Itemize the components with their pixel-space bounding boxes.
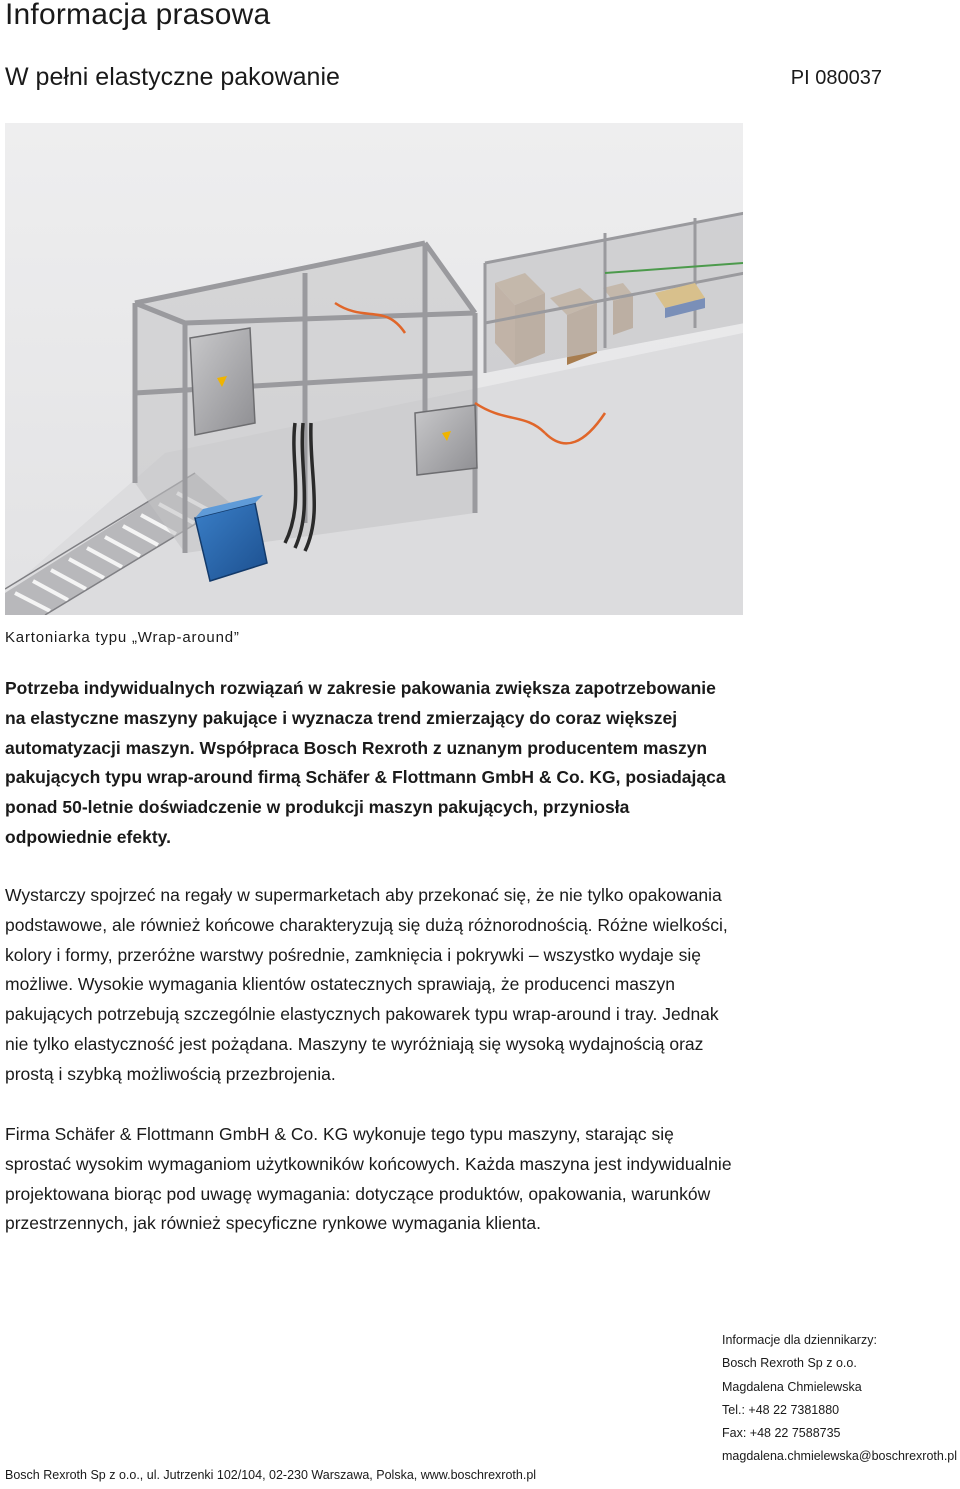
contact-phone: Tel.: +48 22 7381880 xyxy=(722,1402,840,1417)
packaging-machine-illustration xyxy=(5,123,743,615)
contact-person: Magdalena Chmielewska xyxy=(722,1379,862,1394)
figure-caption: Kartoniarka typu „Wrap-around” xyxy=(5,629,240,646)
body-paragraph-2: Firma Schäfer & Flottmann GmbH & Co. KG wykonuje tego typu maszyny, starając się sprostać wysokim wymaganiom użytkowników końcowych. Każda maszyna jest indywidualnie projektowana biorąc pod uwagę wymagania: dotyczące produktów, opakowania, warunków przestrzennych, jak również specyficzne rynkowe wymagania klienta. xyxy=(5,1124,732,1234)
lead-paragraph: Potrzeba indywidualnych rozwiązań w zakresie pakowania zwiększa zapotrzebowanie na elastyczne maszyny pakujące i wyznacza trend zmierzający do coraz większej automatyzacji maszyn. Współpraca Bosch Rexroth z uznanym producentem maszyn pakujących typu wrap-around firmą Schäfer & Flottmann GmbH & Co. KG, posiadająca ponad 50-letnie doświadczenie w produkcji maszyn pakujących, przyniosła odpowiednie efekty. xyxy=(5,678,726,847)
footer-address: Bosch Rexroth Sp z o.o., ul. Jutrzenki 102/104, 02-230 Warszawa, Polska, www.boschrexroth.pl xyxy=(5,1468,537,1482)
page-title: Informacja prasowa xyxy=(5,0,271,31)
contact-heading: Informacje dla dziennikarzy: xyxy=(722,1333,877,1347)
contact-fax: Fax: +48 22 7588735 xyxy=(722,1426,841,1441)
press-release-number: PI 080037 xyxy=(790,67,882,89)
press-contact-block xyxy=(722,1329,957,1469)
body-paragraph-1: Wystarczy spojrzeć na regały w supermarketach aby przekonać się, że nie tylko opakowania podstawowe, ale również końcowe charakteryzują się dużą różnorodnością. Różne wielkości, kolory i formy, przeróżne warstwy pośrednie, zamknięcia i pokrywki – wszystko wydaje się możliwe. Wysokie wymagania klientów ostatecznych sprawiają, że producenci maszyn pakujących potrzebują szczególnie elastycznych pakowarek typu wrap-around i tray. Jednak nie tylko elastyczność jest pożądana. Maszyny te wyróżniają się wysoką wydajnością oraz prostą i szybką możliwością przezbrojenia. xyxy=(5,885,728,1084)
contact-company: Bosch Rexroth Sp z o.o. xyxy=(722,1356,857,1371)
contact-email[interactable]: magdalena.chmielewska@boschrexroth.pl xyxy=(722,1449,958,1464)
press-release-headline: W pełni elastyczne pakowanie xyxy=(5,63,340,91)
machine-photo xyxy=(5,123,743,615)
